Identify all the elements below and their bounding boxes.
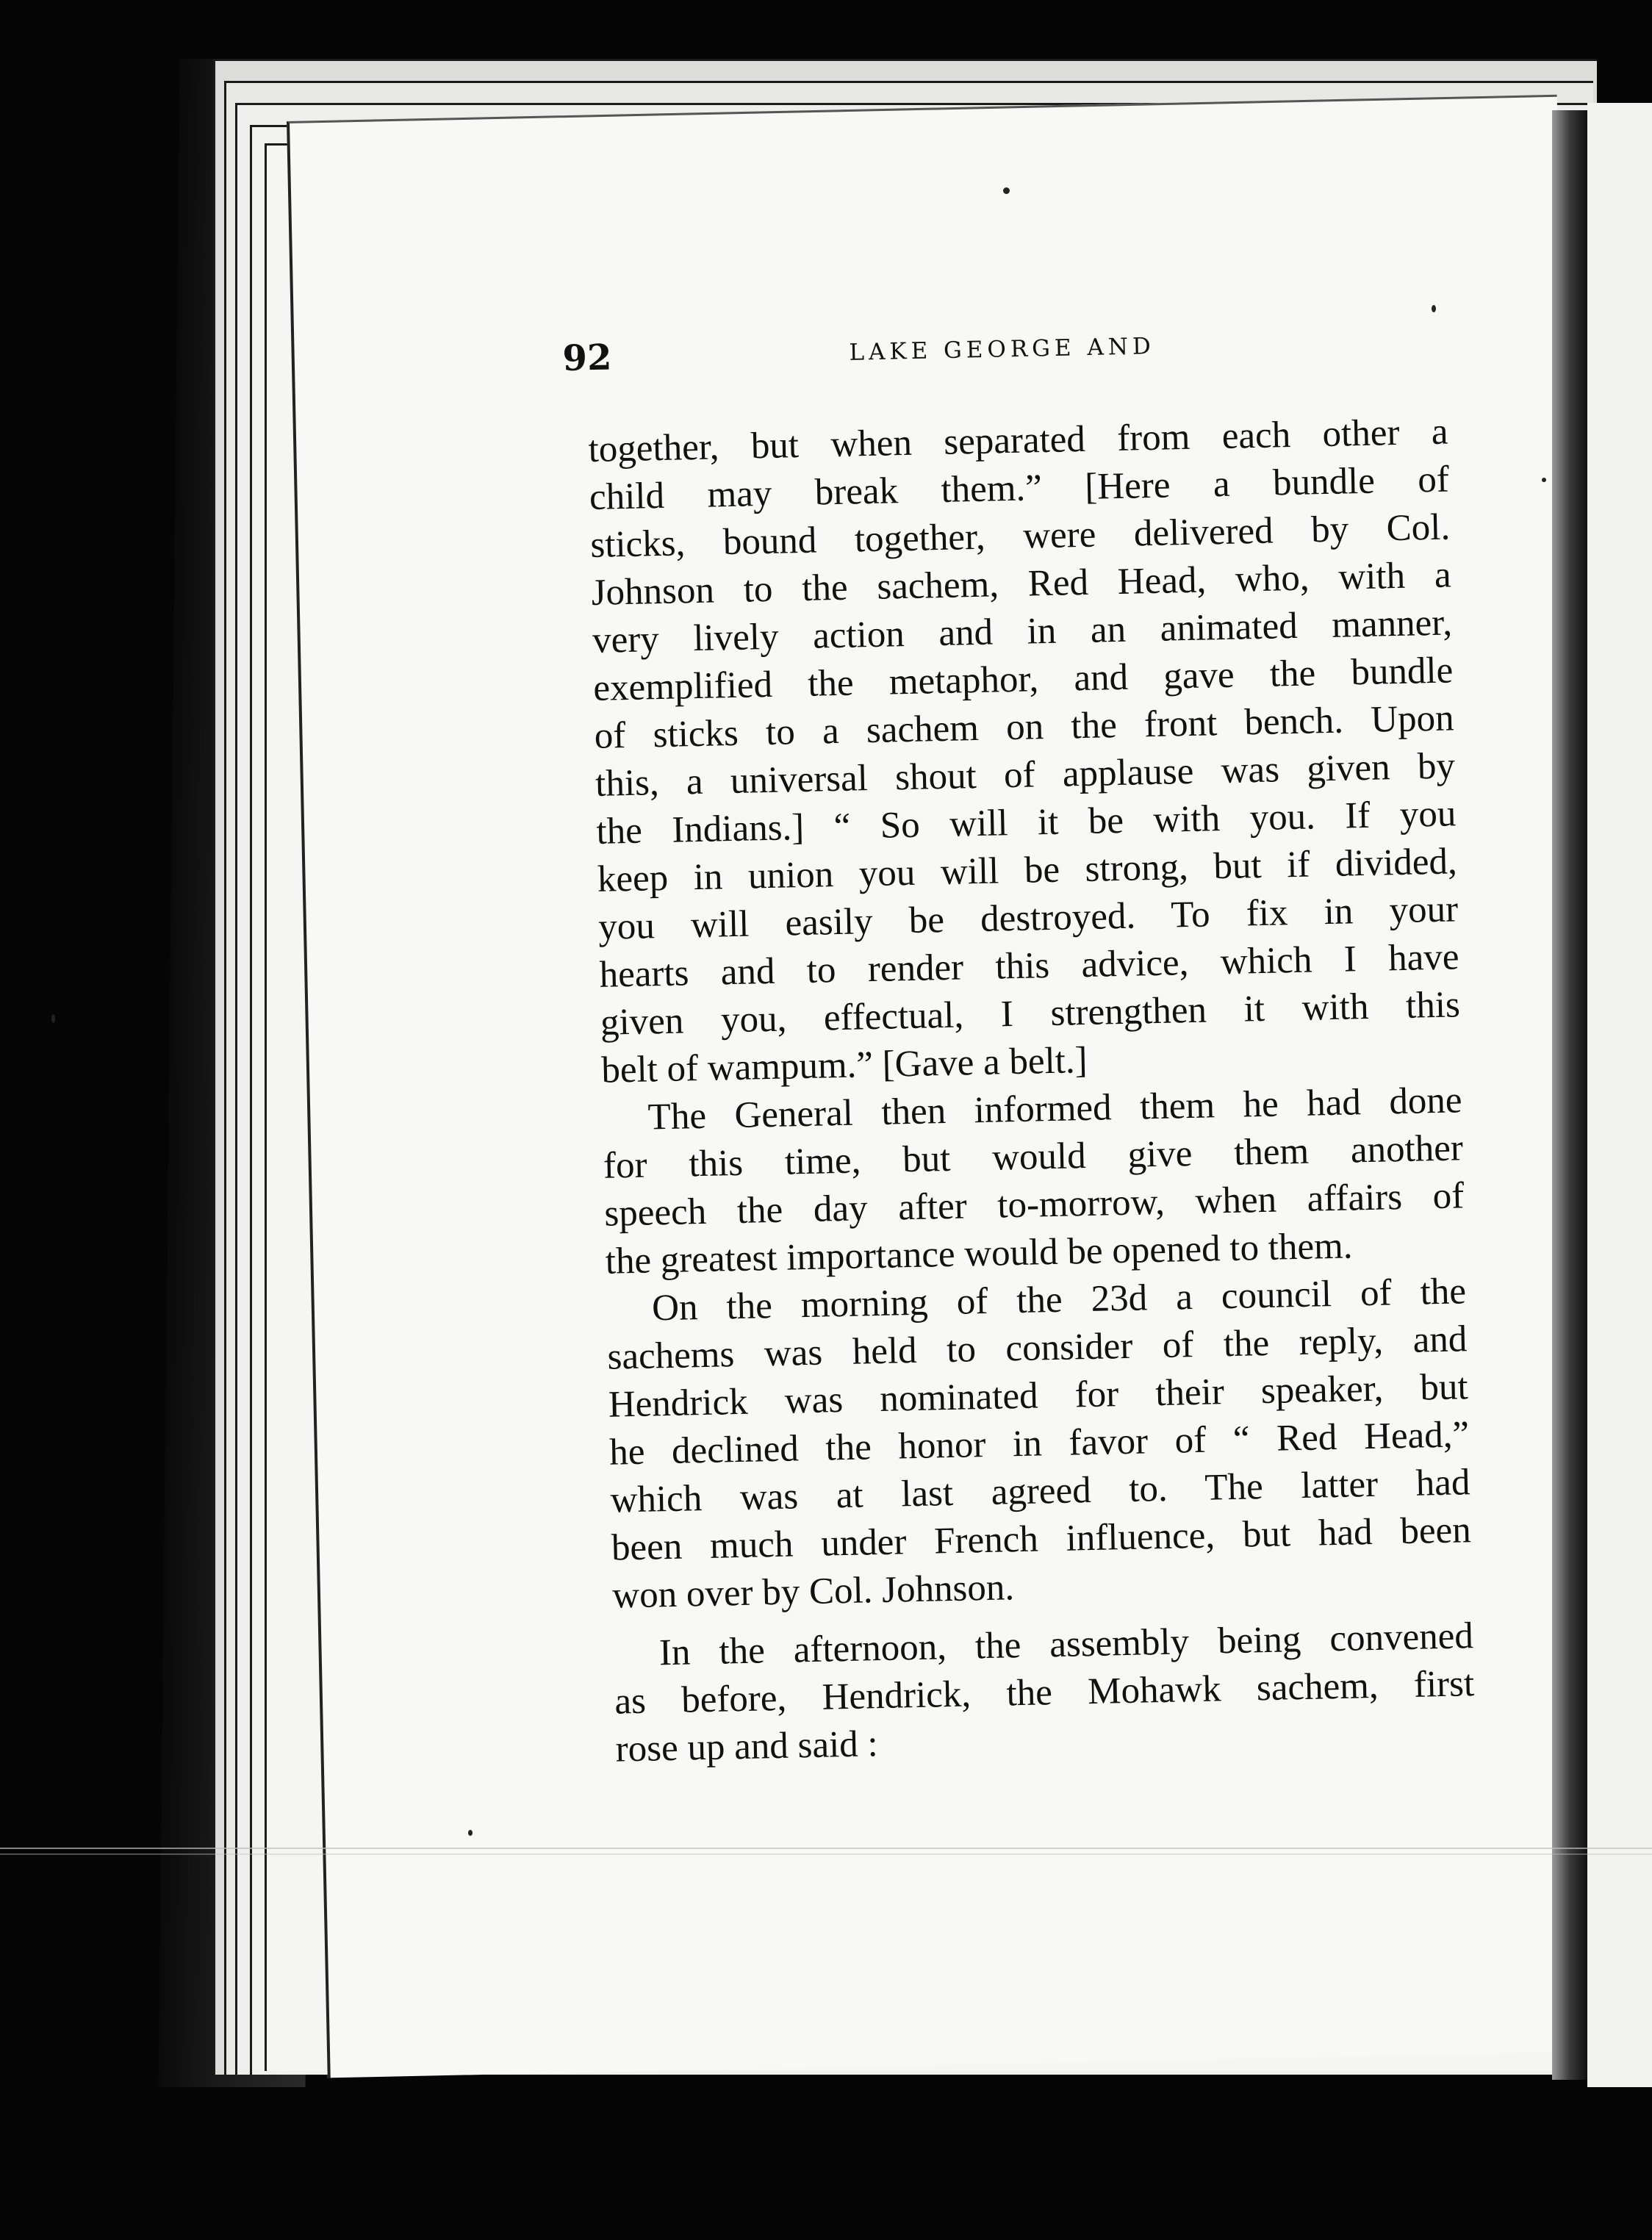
paragraph: [606, 1268, 1473, 1620]
text-line: the Indians.] “ So will it be with you. If you: [595, 793, 1457, 852]
text-line: he declined the honor in favor of “ Red Head,”: [608, 1414, 1470, 1473]
dust-speck: [51, 1014, 55, 1023]
book-gutter: [1552, 110, 1587, 2080]
text-line: for this time, but would give them another: [603, 1127, 1464, 1187]
text-line: you will easily be destroyed. To fix in your: [597, 889, 1459, 948]
paragraph: [588, 408, 1462, 1094]
text-line: belt of wampum.” [Gave a belt.]: [600, 1039, 1088, 1091]
text-line: speech the day after to-morrow, when affairs of: [603, 1175, 1465, 1235]
dust-speck: [468, 1830, 473, 1836]
text-line: this, a universal shout of applause was given by: [595, 745, 1456, 805]
dust-speck: [1003, 187, 1010, 194]
body-text: [588, 408, 1476, 1773]
text-line: together, but when separated from each other a: [588, 411, 1448, 470]
text-line: In the afternoon, the assembly being convened: [658, 1615, 1474, 1674]
text-line: won over by Col. Johnson.: [611, 1567, 1015, 1617]
text-line: sticks, bound together, were delivered by Col.: [589, 506, 1451, 566]
text-line: hearts and to render this advice, which I have: [599, 936, 1459, 996]
scan-artifact-line: [0, 1853, 1652, 1855]
text-line: which was at last agreed to. The latter had: [610, 1462, 1470, 1521]
text-line: as before, Hendrick, the Mohawk sachem, first: [614, 1663, 1475, 1723]
text-line: The General then informed them he had done: [647, 1080, 1463, 1138]
text-line: given you, effectual, I strengthen it with this: [600, 984, 1461, 1044]
running-head: LAKE GEORGE AND: [849, 333, 1156, 366]
text-line: been much under French influence, but had been: [611, 1510, 1472, 1569]
text-line: Johnson to the sachem, Red Head, who, with a: [591, 554, 1452, 614]
text-line: rose up and said :: [615, 1723, 879, 1770]
paragraph: [613, 1612, 1476, 1773]
text-line: of sticks to a sachem on the front bench. Upon: [594, 697, 1455, 757]
text-line: very lively action and in an animated manner,: [592, 602, 1453, 661]
text-line: sachems was held to consider of the reply, and: [606, 1318, 1468, 1378]
dust-speck: [1542, 478, 1546, 482]
page-number: 92: [562, 337, 612, 379]
scan-artifact-line: [0, 1848, 1652, 1849]
text-line: keep in union you will be strong, but if divided,: [597, 841, 1458, 900]
text-line: On the morning of the 23d a council of the: [651, 1271, 1467, 1329]
text-line: the greatest importance would be opened to them.: [605, 1225, 1354, 1282]
facing-page-edge: [1587, 103, 1652, 2087]
paragraph: [602, 1077, 1465, 1285]
text-line: exemplified the metaphor, and gave the bundle: [592, 650, 1454, 709]
text-line: child may break them.” [Here a bundle of: [589, 459, 1450, 518]
dust-speck: [1432, 305, 1436, 312]
text-line: Hendrick was nominated for their speaker, but: [608, 1366, 1469, 1426]
